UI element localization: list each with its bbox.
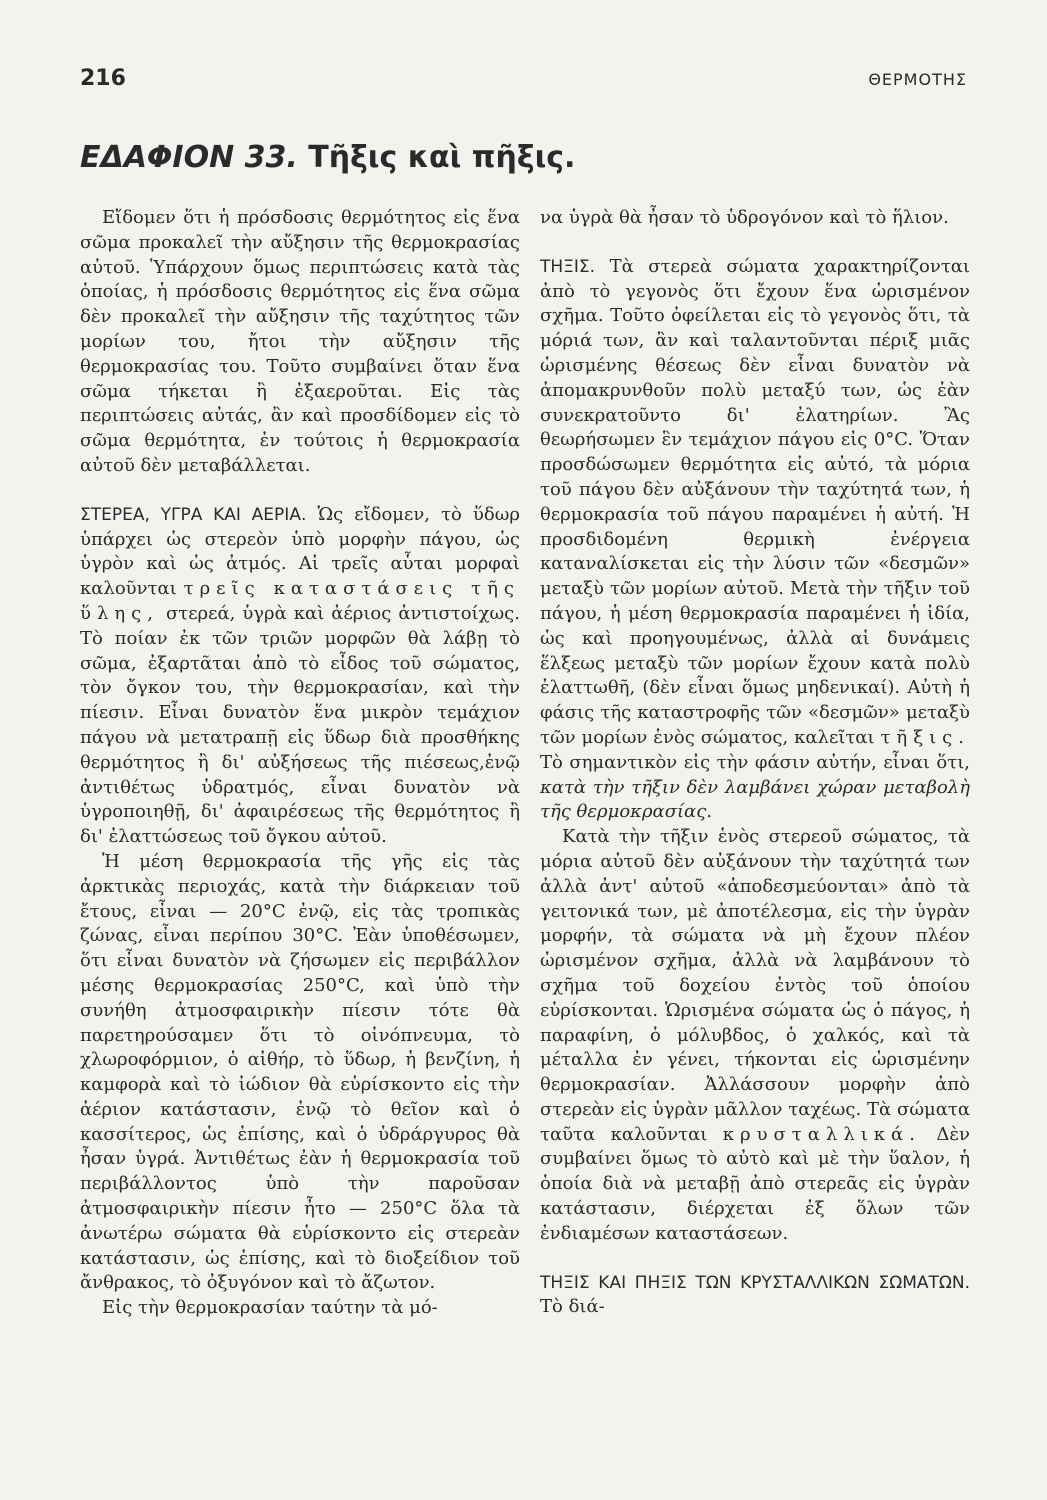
lesson-number: ΕΔΑΦΙΟΝ 33. [80, 140, 298, 175]
paragraph: να ὑγρὰ θὰ ἦσαν τὸ ὑδρογόνον καὶ τὸ ἥλιον. [540, 207, 949, 228]
paragraph [540, 255, 970, 825]
paragraph [540, 1271, 970, 1321]
section-heading: ΤΗΞΙΣ. [540, 256, 596, 277]
paragraph-text: Ὡς εἴδομεν, τὸ ὕδωρ ὑπάρχει ὡς στερεὸν ὑπὸ μορφὴν πάγου, ὡς ὑγρὸν καὶ ὡς ἀτμός. Αἱ τρεῖς αὗται μορφαὶ καλοῦνται [80, 503, 520, 600]
paragraph-text: στερεά, ὑγρὰ καὶ ἀέριος ἀντιστοίχως. Τὸ ποίαν ἐκ τῶν τριῶν μορφῶν θὰ λάβῃ τὸ σῶμα, ἐξαρτᾶται ἀπὸ τὸ εἶδος τοῦ σώματος, τὸν ὄγκον του, τὴν θερμοκρασίαν, καὶ τὴν πίεσιν. Εἶναι δυνατὸν ἕνα μικρὸν τεμάχιον πάγου νὰ μετατραπῇ εἰς ὕδωρ διὰ προσθήκης θερμότητος ἢ δι' αὐξήσεως τῆς πιέσεως,ἐνῷ ἀντιθέτως ὑδρατμός, εἶναι δυνατὸν νὰ ὑγροποιηθῇ, δι' ἀφαιρέσεως τῆς θερμότητος ἢ δι' ἐλαττώσεως τοῦ ὄγκου αὐτοῦ. [80, 602, 520, 848]
emphasized-text: κατὰ τὴν τῆξιν δὲν λαμβάνει χώραν μεταβολὴ τῆς θερμοκρασίας. [540, 776, 970, 823]
running-title: ΘΕΡΜΟΤΗΣ [868, 70, 967, 89]
lesson-title: Τῆξις καὶ πῆξις. [308, 140, 576, 175]
page-number: 216 [80, 66, 126, 91]
paragraph: Ἡ μέση θερμοκρασία τῆς γῆς εἰς τὰς ἀρκτικὰς περιοχάς, κατὰ τὴν διάρκειαν τοῦ ἔτους, εἶναι — 20°C ἐνῷ, εἰς τὰς τροπικὰς ζώνας, εἶναι περίπου 30°C. Ἐὰν ὑποθέσωμεν, ὅτι εἶναι δυνατὸν νὰ ζήσωμεν εἰς περιβάλλον μέσης θερμοκρασίας 250°C, καὶ ὑπὸ τὴν συνήθη ἀτμοσφαιρικὴν πίεσιν τότε θὰ παρετηρούσαμεν ὅτι τὸ οἰνόπνευμα, τὸ χλωροφόρμιον, ὁ αἰθήρ, τὸ ὕδωρ, ἡ βενζίνη, ἡ καμφορὰ καὶ τὸ ἰώδιον θὰ εὑρίσκοντο εἰς τὴν ἀέριον κατάστασιν, ἐνῷ τὸ θεῖον καὶ ὁ κασσίτερος, ὡς ἐπίσης, καὶ ὁ ὑδράργυρος θὰ ἦσαν ὑγρά. Ἀντιθέτως ἐὰν ἡ θερμοκρασία τοῦ περιβάλλοντος ὑπὸ τὴν παροῦσαν ἀτμοσφαιρικὴν πίεσιν ἦτο — 250°C ὅλα τὰ ἀνωτέρω σώματα θὰ εὑρίσκοντο εἰς στερεὰν κατάστασιν, ὡς ἐπίσης, καὶ τὸ διοξείδιον τοῦ ἄνθρακος, τὸ ὀξυγόνον καὶ τὸ ἄζωτον. [80, 850, 520, 1294]
paragraph [80, 503, 520, 850]
right-column [540, 206, 970, 1320]
paragraph: Εἰς τὴν θερμοκρασίαν ταύτην τὰ μό- [102, 1297, 438, 1319]
left-column [80, 206, 520, 1321]
spaced-term: τῆξις. [880, 726, 970, 748]
spaced-term: τρεῖς καταστάσεις τῆς ὕλης, [80, 578, 520, 624]
paragraph-text: Τὸ διά- [540, 1296, 605, 1318]
paragraph-text: Τὸ σημαντικὸν εἰς τὴν φάσιν αὐτήν, εἶναι ὅτι, [540, 751, 970, 773]
paragraph-text: Τὰ στερεὰ σώματα χαρακτηρίζονται ἀπὸ τὸ γεγονὸς ὅτι ἔχουν ἕνα ὡρισμένον σχῆμα. Τοῦτο ὀφείλεται εἰς τὸ γεγονὸς ὅτι, τὰ μόριά των, ἂν καὶ ταλαντοῦνται πέριξ μιᾶς ὡρισμένης θέσεως δὲν εἶναι δυνατὸν νὰ ἀπομακρυνθοῦν πολὺ μεταξύ των, ὡς ἐὰν συνεκρατοῦντο δι' ἐλατηρίων. Ἂς θεωρήσωμεν ἓν τεμάχιον πάγου εἰς 0°C. Ὅταν προσδώσωμεν θερμότητα εἰς αὐτό, τὰ μόρια τοῦ πάγου δὲν αὐξάνουν τὴν ταχύτητά των, ἡ θερμοκρασία τοῦ πάγου παραμένει ἡ αὐτή. Ἡ προσδιδομένη θερμικὴ ἐνέργεια καταναλίσκεται εἰς τὴν λύσιν τῶν «δεσμῶν» μεταξὺ τῶν μορίων αὐτοῦ. Μετὰ τὴν τῆξιν τοῦ πάγου, ἡ μέση θερμοκρασία παραμένει ἡ ἰδία, ὡς καὶ προηγουμένως, ἀλλὰ αἱ δυνάμεις ἕλξεως μεταξὺ τῶν μορίων ἔχουν κατὰ πολὺ ἐλαττωθῆ, (δὲν εἶναι ὅμως μηδενικαί). Αὐτὴ ἡ φάσις τῆς καταστροφῆς τῶν «δεσμῶν» μεταξὺ τῶν μορίων ἑνὸς σώματος, καλεῖται [540, 255, 970, 748]
paragraph-text: Κατὰ τὴν τῆξιν ἑνὸς στερεοῦ σώματος, τὰ μόρια αὐτοῦ δὲν αὐξάνουν τὴν ταχύτητά των ἀλλὰ ἀντ' αὐτοῦ «ἀποδεσμεύονται» ἀπὸ τὰ γειτονικά των, μὲ ἀποτέλεσμα, εἰς τὴν ὑγρὰν μορφήν, τὰ σώματα νὰ μὴ ἔχουν πλέον ὡρισμένον σχῆμα, ἀλλὰ νὰ λαμβάνουν τὸ σχῆμα τοῦ δοχείου ἐντὸς τοῦ ὁποίου εὑρίσκονται. Ὡρισμένα σώματα ὡς ὁ πάγος, ἡ παραφίνη, ὁ μόλυβδος, ὁ χαλκός, καὶ τὰ μέταλλα ἐν γένει, τήκονται εἰς ὡρισμένην θερμοκρασίαν. Ἀλλάσσουν μορφὴν ἀπὸ στερεὰν εἰς ὑγρὰν μᾶλλον ταχέως. Τὰ σώματα ταῦτα καλοῦνται [540, 826, 970, 1145]
paragraph: Εἴδομεν ὅτι ἡ πρόσδοσις θερμότητος εἰς ἕνα σῶμα προκαλεῖ τὴν αὔξησιν τῆς θερμοκρασίας αὐτοῦ. Ὑπάρχουν ὅμως περιπτώσεις κατὰ τὰς ὁποίας, ἡ πρόσδοσις θερμότητος εἰς ἕνα σῶμα δὲν προκαλεῖ τὴν αὔξησιν τῆς ταχύτητος τῶν μορίων του, ἤτοι τὴν αὔξησιν τῆς θερμοκρασίας του. Τοῦτο συμβαίνει ὅταν ἕνα σῶμα τήκεται ἢ ἐξαεροῦται. Εἰς τὰς περιπτώσεις αὐτάς, ἂν καὶ προσδίδομεν εἰς τὸ σῶμα θερμότητα, ἐν τούτοις ἡ θερμοκρασία αὐτοῦ δὲν μεταβάλλεται. [80, 207, 520, 476]
paragraph-text: Δὲν συμβαίνει ὅμως τὸ αὐτὸ καὶ μὲ τὴν ὕαλον, ἡ ὁποία διὰ νὰ μεταβῇ ἀπὸ στερεᾶς εἰς ὑγρὰν κατάστασιν, διέρχεται ἐξ ὅλων τῶν ἐνδιαμέσων καταστάσεων. [540, 1123, 970, 1244]
chapter-title [80, 140, 575, 175]
section-heading: ΤΗΞΙΣ ΚΑΙ ΠΗΞΙΣ ΤΩΝ ΚΡΥΣΤΑΛΛΙΚΩΝ ΣΩΜΑΤΩΝ. [540, 1272, 970, 1293]
paragraph [540, 825, 970, 1247]
section-heading: ΣΤΕΡΕΑ, ΥΓΡΑ ΚΑΙ ΑΕΡΙΑ. [80, 504, 307, 525]
spaced-term: κρυσταλλικά. [722, 1123, 921, 1145]
